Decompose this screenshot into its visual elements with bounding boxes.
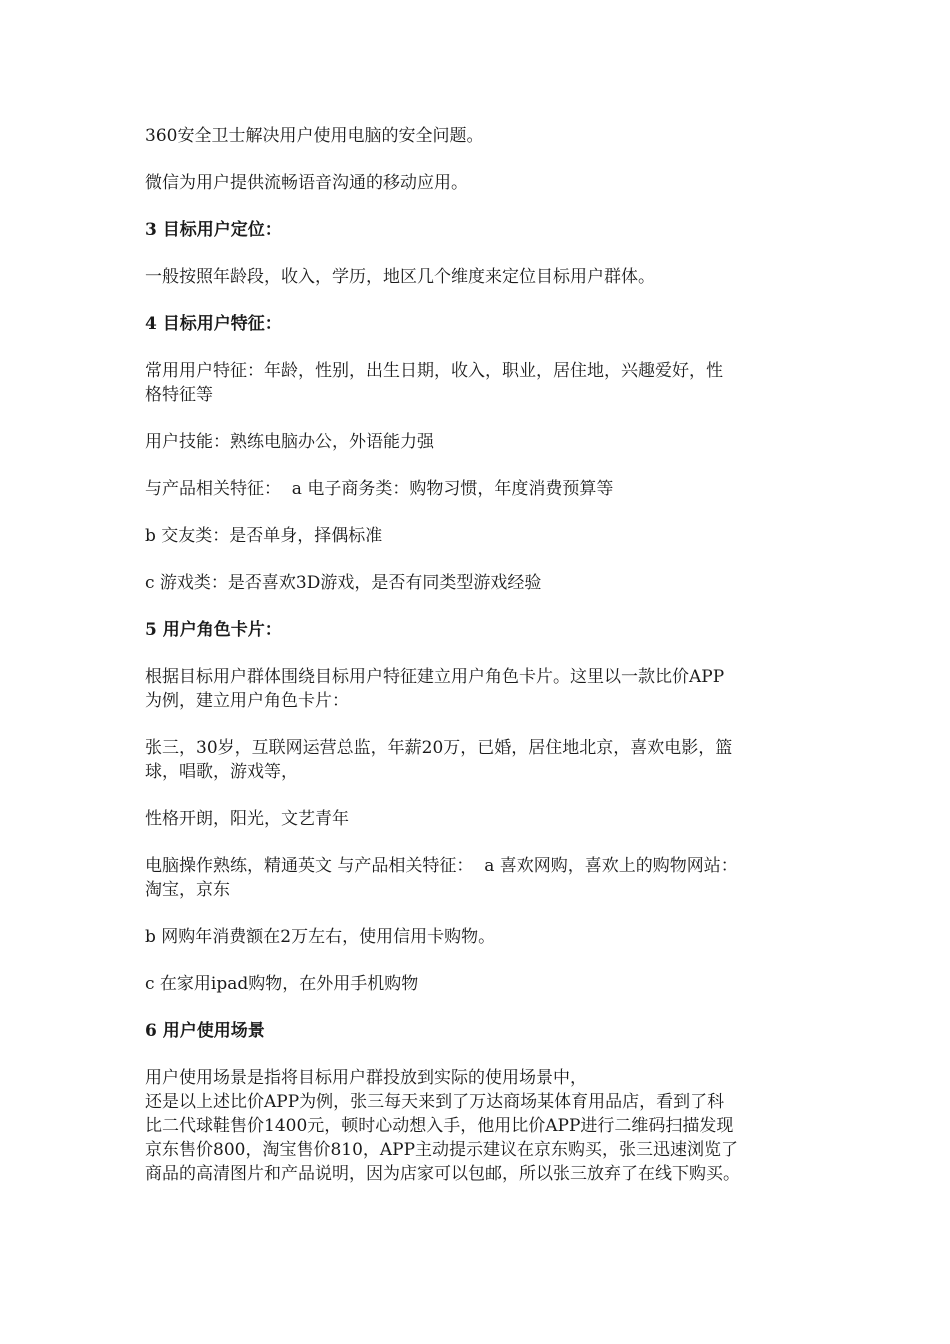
paragraph-persona-devices bbox=[145, 972, 810, 996]
text-line: 球，唱歌，游戏等， bbox=[145, 762, 298, 782]
paragraph-360-security bbox=[145, 124, 810, 148]
text-line: 根据目标用户群体围绕目标用户特征建立用户角色卡片。这里以一款比价APP bbox=[145, 667, 725, 687]
paragraph-positioning-dimensions bbox=[145, 265, 810, 289]
text-line: 比二代球鞋售价1400元，顿时心动想入手，他用比价APP进行二维码扫描发现 bbox=[145, 1116, 734, 1136]
paragraph-wechat bbox=[145, 171, 810, 195]
paragraph-persona-skills bbox=[145, 854, 810, 902]
text-line: 格特征等 bbox=[145, 385, 213, 405]
heading-user-persona-card bbox=[145, 618, 810, 642]
paragraph-usage-scenario bbox=[145, 1066, 810, 1186]
heading-target-user-positioning bbox=[145, 218, 810, 242]
text-line: c 在家用ipad购物，在外用手机购物 bbox=[145, 974, 419, 994]
text-line: 性格开朗，阳光，文艺青年 bbox=[145, 809, 349, 829]
text-line: 360安全卫士解决用户使用电脑的安全问题。 bbox=[145, 126, 484, 146]
paragraph-product-features-b bbox=[145, 524, 810, 548]
text-line: 张三，30岁，互联网运营总监，年薪20万，已婚，居住地北京，喜欢电影，篮 bbox=[145, 738, 733, 758]
text-line: 常用用户特征：年龄，性别，出生日期，收入，职业，居住地，兴趣爱好，性 bbox=[145, 361, 723, 381]
text-line: 微信为用户提供流畅语音沟通的移动应用。 bbox=[145, 173, 468, 193]
paragraph-product-features-c bbox=[145, 571, 810, 595]
paragraph-persona-profile bbox=[145, 736, 810, 784]
paragraph-user-skills bbox=[145, 430, 810, 454]
text-line: 一般按照年龄段，收入，学历，地区几个维度来定位目标用户群体。 bbox=[145, 267, 655, 287]
text-line: c 游戏类：是否喜欢3D游戏，是否有同类型游戏经验 bbox=[145, 573, 542, 593]
heading-text: 5 用户角色卡片： bbox=[145, 620, 282, 640]
text-line: 为例，建立用户角色卡片： bbox=[145, 691, 349, 711]
heading-text: 6 用户使用场景 bbox=[145, 1021, 265, 1041]
heading-text: 3 目标用户定位： bbox=[145, 220, 282, 240]
heading-text: 4 目标用户特征： bbox=[145, 314, 282, 334]
text-line: 用户使用场景是指将目标用户群投放到实际的使用场景中， bbox=[145, 1068, 587, 1088]
paragraph-persona-spending bbox=[145, 925, 810, 949]
paragraph-persona-personality bbox=[145, 807, 810, 831]
text-line: b 交友类：是否单身，择偶标准 bbox=[145, 526, 383, 546]
heading-usage-scenario bbox=[145, 1019, 810, 1043]
document-page bbox=[145, 124, 810, 1209]
text-line: 电脑操作熟练，精通英文 与产品相关特征： a 喜欢网购，喜欢上的购物网站： bbox=[145, 856, 738, 876]
text-line: 与产品相关特征： a 电子商务类：购物习惯，年度消费预算等 bbox=[145, 479, 614, 499]
paragraph-product-features-a bbox=[145, 477, 810, 501]
text-line: 用户技能：熟练电脑办公，外语能力强 bbox=[145, 432, 434, 452]
paragraph-common-features bbox=[145, 359, 810, 407]
text-line: 商品的高清图片和产品说明，因为店家可以包邮，所以张三放弃了在线下购买。 bbox=[145, 1164, 740, 1184]
text-line: 淘宝，京东 bbox=[145, 880, 230, 900]
text-line: 京东售价800，淘宝售价810，APP主动提示建议在京东购买，张三迅速浏览了 bbox=[145, 1140, 739, 1160]
text-line: b 网购年消费额在2万左右，使用信用卡购物。 bbox=[145, 927, 496, 947]
paragraph-persona-intro bbox=[145, 665, 810, 713]
heading-target-user-features bbox=[145, 312, 810, 336]
text-line: 还是以上述比价APP为例，张三每天来到了万达商场某体育用品店，看到了科 bbox=[145, 1092, 725, 1112]
